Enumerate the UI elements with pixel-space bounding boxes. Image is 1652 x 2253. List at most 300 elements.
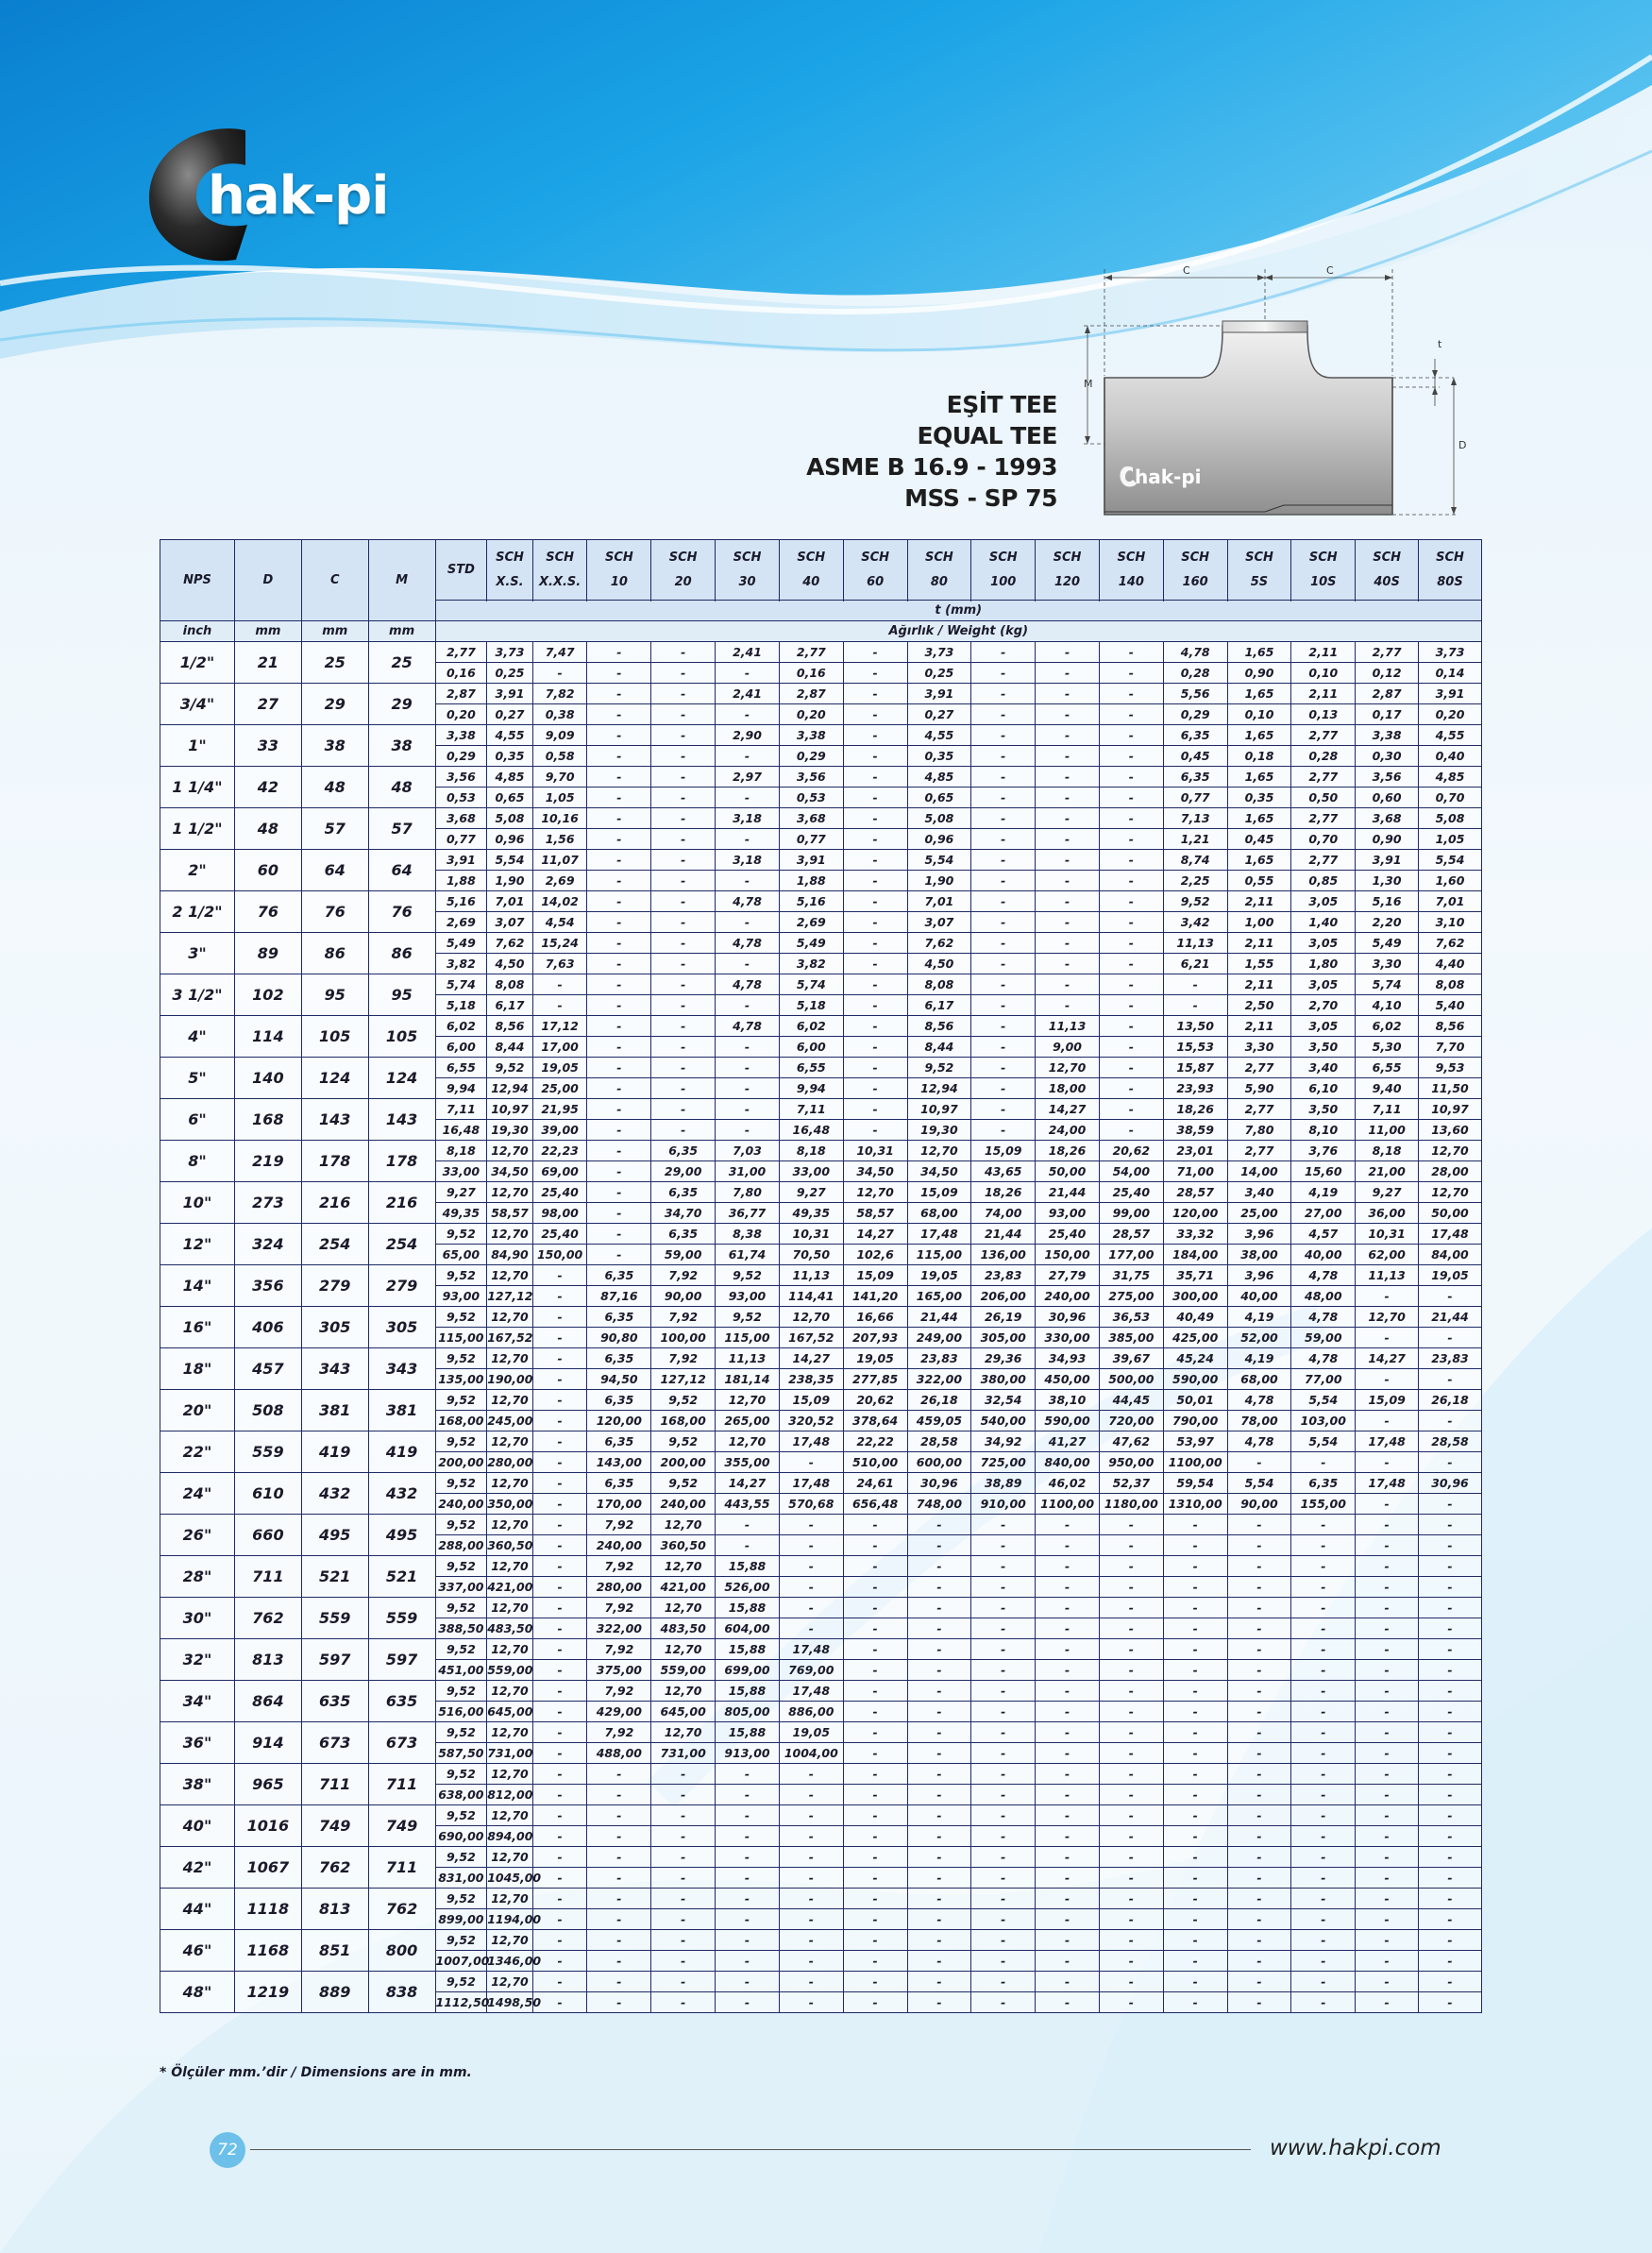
thickness-cell: 9,52	[435, 1805, 487, 1826]
thickness-cell: 8,08	[907, 974, 971, 995]
website-link[interactable]: www.hakpi.com	[1270, 2136, 1441, 2160]
weight-cell: 385,00	[1099, 1328, 1163, 1348]
col-schedule	[779, 540, 843, 601]
thickness-cell: 46,02	[1036, 1473, 1100, 1494]
weight-cell: -	[971, 829, 1036, 850]
weight-cell: 1,40	[1291, 912, 1356, 933]
thickness-cell: -	[532, 1889, 587, 1909]
weight-cell: 102,6	[843, 1245, 907, 1265]
weight-cell: -	[907, 1992, 971, 2013]
thickness-cell: 5,49	[1356, 933, 1419, 954]
m-cell: 279	[368, 1265, 435, 1307]
thickness-cell: -	[1099, 974, 1163, 995]
thickness-cell: -	[971, 642, 1036, 663]
thickness-cell: 3,73	[907, 642, 971, 663]
weight-cell: 748,00	[907, 1494, 971, 1515]
thickness-cell: 8,18	[435, 1141, 487, 1161]
weight-cell: 894,00	[487, 1826, 533, 1847]
thickness-cell: 17,48	[1419, 1224, 1482, 1245]
thickness-cell: 7,92	[587, 1681, 651, 1702]
weight-cell: -	[532, 663, 587, 684]
thickness-cell: 7,62	[907, 933, 971, 954]
nps-cell: 26"	[160, 1515, 235, 1556]
thickness-cell: 21,44	[1419, 1307, 1482, 1328]
thickness-cell: 15,09	[907, 1182, 971, 1203]
weight-cell: -	[843, 1037, 907, 1058]
d-cell: 1168	[234, 1930, 301, 1972]
weight-cell: -	[843, 954, 907, 974]
weight-cell: -	[1291, 1743, 1356, 1764]
weight-cell: 526,00	[716, 1577, 780, 1598]
c-cell: 254	[301, 1224, 368, 1265]
weight-cell: -	[1099, 1078, 1163, 1099]
weight-cell: -	[907, 1909, 971, 1930]
weight-cell: -	[1036, 1660, 1100, 1681]
thickness-cell: -	[532, 1556, 587, 1577]
d-cell: 219	[234, 1141, 301, 1182]
weight-cell: 19,30	[907, 1120, 971, 1141]
weight-cell: -	[779, 1951, 843, 1972]
weight-cell: 3,30	[1356, 954, 1419, 974]
thickness-cell: 7,13	[1163, 808, 1227, 829]
weight-cell: -	[1163, 1826, 1227, 1847]
thickness-cell: -	[971, 1515, 1036, 1535]
weight-cell: 115,00	[435, 1328, 487, 1348]
thickness-cell: 12,70	[487, 1141, 533, 1161]
nps-cell: 44"	[160, 1889, 235, 1930]
weight-cell: -	[587, 1037, 651, 1058]
weight-cell: 181,14	[716, 1369, 780, 1390]
weight-cell: 4,54	[532, 912, 587, 933]
nps-cell: 24"	[160, 1473, 235, 1515]
weight-cell: -	[1099, 1037, 1163, 1058]
m-cell: 25	[368, 642, 435, 684]
thickness-cell: -	[1419, 1889, 1482, 1909]
schedule-code: 140	[1118, 574, 1144, 589]
weight-cell: 120,00	[1163, 1203, 1227, 1224]
schedule-prefix: SCH	[668, 550, 698, 565]
weight-cell: 0,35	[1227, 788, 1291, 808]
thickness-cell: -	[1099, 684, 1163, 704]
weight-cell: 9,40	[1356, 1078, 1419, 1099]
weight-cell: 245,00	[487, 1411, 533, 1431]
weight-cell: 19,30	[487, 1120, 533, 1141]
thickness-cell: 2,41	[716, 642, 780, 663]
thickness-cell: -	[907, 1639, 971, 1660]
thickness-cell: 3,96	[1227, 1265, 1291, 1286]
weight-cell: -	[1036, 1535, 1100, 1556]
thickness-cell: 9,52	[651, 1431, 716, 1452]
thickness-cell: 25,40	[532, 1182, 587, 1203]
weight-cell: 167,52	[487, 1328, 533, 1348]
footer-divider	[250, 2149, 1251, 2150]
thickness-cell: -	[1419, 1681, 1482, 1702]
thickness-cell: 9,52	[651, 1390, 716, 1411]
thickness-cell: -	[1163, 1764, 1227, 1785]
thickness-cell: 7,01	[1419, 891, 1482, 912]
weight-cell: -	[1291, 1577, 1356, 1598]
thickness-cell: -	[971, 850, 1036, 871]
thickness-cell: 2,87	[435, 684, 487, 704]
thickness-cell: 29,36	[971, 1348, 1036, 1369]
table-row	[160, 1639, 1482, 1660]
schedule-prefix: SCH	[496, 550, 524, 565]
weight-cell: -	[1227, 1785, 1291, 1805]
d-cell: 965	[234, 1764, 301, 1805]
m-cell: 800	[368, 1930, 435, 1972]
weight-cell: 1045,00	[487, 1868, 533, 1889]
thickness-cell: 6,35	[587, 1307, 651, 1328]
d-cell: 457	[234, 1348, 301, 1390]
thickness-cell: -	[1356, 1972, 1419, 1992]
weight-cell: 3,10	[1419, 912, 1482, 933]
thickness-cell: -	[1099, 1847, 1163, 1868]
thickness-cell: -	[843, 1058, 907, 1078]
weight-cell: -	[587, 1826, 651, 1847]
weight-cell: 0,70	[1291, 829, 1356, 850]
weight-cell: 1,88	[779, 871, 843, 891]
table-row	[160, 1431, 1482, 1452]
weight-cell: 238,35	[779, 1369, 843, 1390]
weight-cell: 114,41	[779, 1286, 843, 1307]
m-cell: 57	[368, 808, 435, 850]
thickness-cell: -	[1291, 1889, 1356, 1909]
thickness-cell: 3,91	[1356, 850, 1419, 871]
thickness-cell: 5,16	[1356, 891, 1419, 912]
thickness-cell: -	[907, 1598, 971, 1618]
thickness-cell: 2,77	[1291, 725, 1356, 746]
weight-cell: -	[1099, 829, 1163, 850]
weight-cell: 1,55	[1227, 954, 1291, 974]
thickness-cell: -	[1163, 1639, 1227, 1660]
m-cell: 762	[368, 1889, 435, 1930]
d-cell: 89	[234, 933, 301, 974]
table-row	[160, 1390, 1482, 1411]
thickness-cell: 22,23	[532, 1141, 587, 1161]
weight-cell: 0,45	[1163, 746, 1227, 767]
thickness-cell: -	[587, 808, 651, 829]
thickness-cell: -	[1099, 1058, 1163, 1078]
thickness-cell: 4,78	[716, 974, 780, 995]
thickness-cell: -	[651, 1847, 716, 1868]
c-cell: 143	[301, 1099, 368, 1141]
weight-cell: 61,74	[716, 1245, 780, 1265]
thickness-cell: 26,18	[907, 1390, 971, 1411]
m-cell: 86	[368, 933, 435, 974]
weight-cell: 2,70	[1291, 995, 1356, 1016]
thickness-cell: 59,54	[1163, 1473, 1227, 1494]
weight-cell: -	[1291, 1909, 1356, 1930]
thickness-cell: 8,56	[1419, 1016, 1482, 1037]
weight-cell: 699,00	[716, 1660, 780, 1681]
weight-cell: 0,35	[907, 746, 971, 767]
col-schedule	[487, 540, 533, 601]
col-std: STD	[435, 540, 487, 601]
thickness-cell: -	[1291, 1930, 1356, 1951]
thickness-cell: 3,91	[435, 850, 487, 871]
weight-cell: -	[971, 1660, 1036, 1681]
thickness-cell: -	[971, 1016, 1036, 1037]
thickness-cell: -	[716, 1058, 780, 1078]
thickness-cell: -	[971, 725, 1036, 746]
weight-cell: 12,94	[487, 1078, 533, 1099]
thickness-cell: -	[779, 1598, 843, 1618]
thickness-cell: 5,74	[435, 974, 487, 995]
weight-cell: -	[1099, 1868, 1163, 1889]
weight-cell: 177,00	[1099, 1245, 1163, 1265]
weight-cell: 1,90	[907, 871, 971, 891]
thickness-cell: 2,11	[1291, 684, 1356, 704]
nps-cell: 1 1/4"	[160, 767, 235, 808]
weight-cell: -	[587, 1992, 651, 2013]
weight-cell: 207,93	[843, 1328, 907, 1348]
thickness-cell: -	[587, 767, 651, 788]
schedule-prefix: SCH	[1308, 550, 1338, 565]
thickness-cell: 30,96	[1419, 1473, 1482, 1494]
thickness-cell: -	[1036, 1847, 1100, 1868]
thickness-cell: -	[587, 1930, 651, 1951]
weight-cell: 7,80	[1227, 1120, 1291, 1141]
thickness-cell: -	[651, 1930, 716, 1951]
weight-cell: -	[1291, 1868, 1356, 1889]
thickness-cell: -	[1099, 1515, 1163, 1535]
weight-cell: -	[1356, 1452, 1419, 1473]
thickness-cell: 12,70	[779, 1307, 843, 1328]
weight-cell: -	[1356, 1411, 1419, 1431]
thickness-cell: -	[971, 1681, 1036, 1702]
weight-cell: -	[1036, 1618, 1100, 1639]
thickness-cell: 5,16	[779, 891, 843, 912]
weight-cell: 2,69	[779, 912, 843, 933]
weight-cell: -	[779, 1826, 843, 1847]
m-cell: 432	[368, 1473, 435, 1515]
weight-cell: 288,00	[435, 1535, 487, 1556]
thickness-cell: -	[587, 642, 651, 663]
weight-cell: -	[1356, 1618, 1419, 1639]
weight-cell: 1100,00	[1163, 1452, 1227, 1473]
weight-cell: -	[1036, 1785, 1100, 1805]
thickness-cell: -	[651, 933, 716, 954]
weight-cell: -	[587, 663, 651, 684]
thickness-cell: -	[1419, 1764, 1482, 1785]
weight-cell: -	[843, 912, 907, 933]
weight-cell: 388,50	[435, 1618, 487, 1639]
thickness-cell: 6,35	[1291, 1473, 1356, 1494]
weight-cell: 1,05	[532, 788, 587, 808]
weight-cell: -	[587, 912, 651, 933]
thickness-cell: 2,77	[1227, 1099, 1291, 1120]
col-schedule	[587, 540, 651, 601]
brand-logo-text: hak-pi	[208, 165, 389, 227]
weight-cell: 645,00	[487, 1702, 533, 1722]
weight-cell: -	[843, 1909, 907, 1930]
weight-cell: 21,00	[1356, 1161, 1419, 1182]
weight-cell: 25,00	[1227, 1203, 1291, 1224]
thickness-cell: 3,76	[1291, 1141, 1356, 1161]
thickness-cell: 3,18	[716, 850, 780, 871]
nps-cell: 20"	[160, 1390, 235, 1431]
weight-cell: -	[971, 663, 1036, 684]
c-cell: 216	[301, 1182, 368, 1224]
thickness-cell: -	[1291, 1805, 1356, 1826]
thickness-cell: 6,35	[651, 1141, 716, 1161]
thickness-cell: -	[1356, 1598, 1419, 1618]
schedule-prefix: SCH	[1436, 550, 1464, 565]
thickness-cell: 9,27	[1356, 1182, 1419, 1203]
weight-cell: 127,12	[651, 1369, 716, 1390]
weight-cell: 5,18	[435, 995, 487, 1016]
d-cell: 102	[234, 974, 301, 1016]
thickness-cell: 15,09	[843, 1265, 907, 1286]
thickness-cell: 10,31	[843, 1141, 907, 1161]
thickness-cell: 26,19	[971, 1307, 1036, 1328]
nps-cell: 48"	[160, 1972, 235, 2013]
schedule-code: 160	[1182, 574, 1208, 589]
thickness-cell: 1,65	[1227, 642, 1291, 663]
thickness-cell: -	[971, 891, 1036, 912]
weight-cell: -	[651, 954, 716, 974]
weight-cell: 1100,00	[1036, 1494, 1100, 1515]
thickness-cell: -	[587, 1058, 651, 1078]
weight-cell: -	[1036, 663, 1100, 684]
thickness-cell: 50,01	[1163, 1390, 1227, 1411]
thickness-cell: 6,35	[587, 1265, 651, 1286]
weight-cell: -	[716, 1037, 780, 1058]
thickness-cell: -	[1419, 1639, 1482, 1660]
weight-cell: -	[532, 1494, 587, 1515]
weight-cell: 322,00	[587, 1618, 651, 1639]
weight-cell: 0,29	[1163, 704, 1227, 725]
weight-cell: -	[1099, 995, 1163, 1016]
weight-cell: 120,00	[587, 1411, 651, 1431]
schedule-prefix: SCH	[604, 550, 633, 565]
thickness-cell: 9,52	[435, 1930, 487, 1951]
weight-cell: 1498,50	[487, 1992, 533, 2013]
thickness-cell: 4,78	[716, 933, 780, 954]
thickness-cell: -	[587, 1099, 651, 1120]
weight-cell: 33,00	[779, 1161, 843, 1182]
weight-cell: 136,00	[971, 1245, 1036, 1265]
thickness-cell: 15,88	[716, 1722, 780, 1743]
thickness-cell: 7,62	[1419, 933, 1482, 954]
unit-inch: inch	[160, 621, 235, 642]
weight-cell: 0,16	[435, 663, 487, 684]
weight-cell: 65,00	[435, 1245, 487, 1265]
weight-cell: -	[1291, 1660, 1356, 1681]
thickness-cell: 6,55	[435, 1058, 487, 1078]
weight-cell: -	[843, 1660, 907, 1681]
thickness-cell: -	[587, 1889, 651, 1909]
m-cell: 76	[368, 891, 435, 933]
thickness-cell: -	[1099, 1016, 1163, 1037]
thickness-cell: 8,08	[487, 974, 533, 995]
d-cell: 660	[234, 1515, 301, 1556]
weight-cell: -	[971, 1577, 1036, 1598]
thickness-cell: 2,90	[716, 725, 780, 746]
weight-cell: 5,40	[1419, 995, 1482, 1016]
weight-cell: -	[651, 663, 716, 684]
thickness-cell: -	[1099, 1805, 1163, 1826]
thickness-cell: -	[651, 1099, 716, 1120]
weight-cell: 731,00	[651, 1743, 716, 1764]
thickness-cell: -	[651, 642, 716, 663]
thickness-cell: 12,70	[487, 1972, 533, 1992]
weight-cell: -	[651, 1037, 716, 1058]
thickness-cell: 21,95	[532, 1099, 587, 1120]
weight-cell: -	[716, 1535, 780, 1556]
schedule-prefix: SCH	[546, 550, 574, 565]
thickness-cell: 2,11	[1227, 1016, 1291, 1037]
thickness-cell: -	[532, 1847, 587, 1868]
weight-cell: -	[907, 1535, 971, 1556]
weight-cell: 587,50	[435, 1743, 487, 1764]
weight-cell: 36,00	[1356, 1203, 1419, 1224]
c-cell: 305	[301, 1307, 368, 1348]
thickness-cell: 28,58	[1419, 1431, 1482, 1452]
weight-cell: 240,00	[651, 1494, 716, 1515]
schedule-prefix: SCH	[1117, 550, 1146, 565]
weight-cell: 34,50	[843, 1161, 907, 1182]
weight-cell: -	[971, 1826, 1036, 1847]
thickness-cell: 21,44	[971, 1224, 1036, 1245]
c-cell: 559	[301, 1598, 368, 1639]
thickness-cell: -	[651, 1016, 716, 1037]
thickness-cell: 2,77	[1356, 642, 1419, 663]
thickness-cell: -	[1291, 1639, 1356, 1660]
weight-cell: -	[1419, 1577, 1482, 1598]
weight-cell: -	[532, 1286, 587, 1307]
col-schedule	[532, 540, 587, 601]
weight-cell: 3,82	[435, 954, 487, 974]
thickness-cell: 33,32	[1163, 1224, 1227, 1245]
thickness-cell: 52,37	[1099, 1473, 1163, 1494]
weight-cell: 6,00	[435, 1037, 487, 1058]
thickness-cell: 3,91	[1419, 684, 1482, 704]
thickness-cell: 18,26	[1163, 1099, 1227, 1120]
weight-cell: 559,00	[487, 1660, 533, 1681]
weight-cell: 93,00	[435, 1286, 487, 1307]
thickness-cell: -	[1163, 1556, 1227, 1577]
thickness-cell: 4,85	[1419, 767, 1482, 788]
thickness-cell: 7,47	[532, 642, 587, 663]
equal-tee-diagram	[1076, 264, 1492, 529]
thickness-cell: 2,41	[716, 684, 780, 704]
weight-cell: 0,10	[1227, 704, 1291, 725]
weight-cell: 0,90	[1356, 829, 1419, 850]
weight-cell: -	[971, 1120, 1036, 1141]
thickness-cell: 12,70	[716, 1390, 780, 1411]
thickness-cell: 1,65	[1227, 850, 1291, 871]
thickness-cell: 26,18	[1419, 1390, 1482, 1411]
col-m: M	[368, 540, 435, 621]
weight-cell: 0,96	[487, 829, 533, 850]
diagram-label-c2: C	[1326, 264, 1334, 277]
c-cell: 124	[301, 1058, 368, 1099]
weight-cell: 425,00	[1163, 1328, 1227, 1348]
thickness-cell: 25,40	[1036, 1224, 1100, 1245]
table-body	[160, 642, 1482, 2013]
thickness-cell: 3,91	[487, 684, 533, 704]
weight-cell: -	[1099, 1577, 1163, 1598]
weight-cell: -	[587, 1203, 651, 1224]
weight-cell: 27,00	[1291, 1203, 1356, 1224]
weight-cell: 50,00	[1419, 1203, 1482, 1224]
thickness-cell: -	[971, 1556, 1036, 1577]
thickness-cell: 8,18	[779, 1141, 843, 1161]
weight-cell: 1,30	[1356, 871, 1419, 891]
weight-cell: -	[1163, 1909, 1227, 1930]
thickness-cell: 2,87	[1356, 684, 1419, 704]
